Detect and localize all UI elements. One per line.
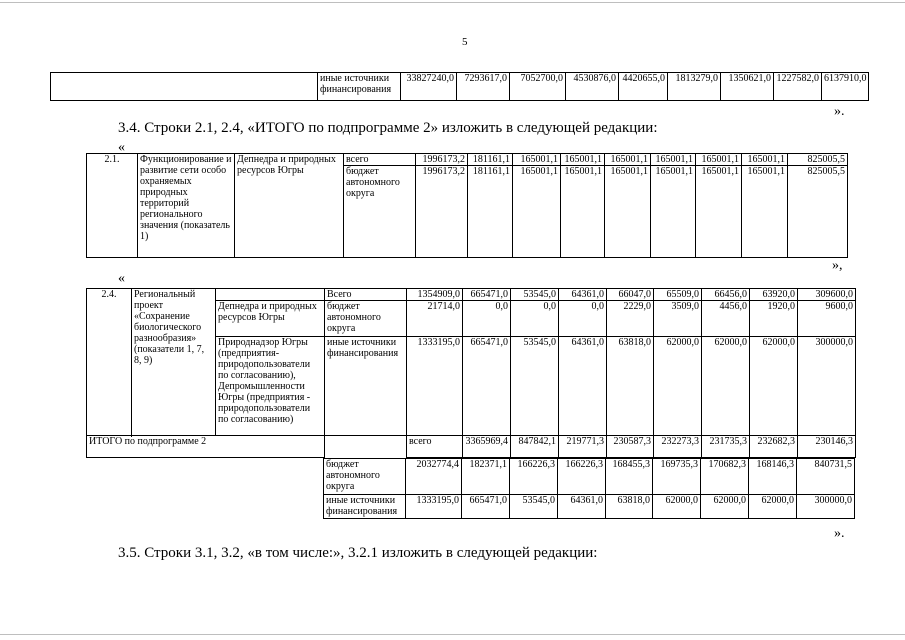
source-label: иные источники финансирования bbox=[325, 337, 407, 436]
value-cell: 62000,0 bbox=[701, 495, 749, 519]
opening-quote: « bbox=[118, 140, 125, 155]
value-cell: 168455,3 bbox=[606, 459, 653, 495]
value-cell: 1227582,0 bbox=[774, 73, 822, 101]
value-cell: 2229,0 bbox=[607, 301, 654, 337]
value-cell: 4530876,0 bbox=[566, 73, 619, 101]
paragraph-3-5: 3.5. Строки 3.1, 3.2, «в том числе:», 3.2.1 изложить в следующей редакции: bbox=[118, 545, 598, 561]
value-cell: 66456,0 bbox=[702, 289, 750, 301]
value-cell: 165001,1 bbox=[605, 166, 651, 258]
paragraph-3-4: 3.4. Строки 2.1, 2.4, «ИТОГО по подпрограмме 2» изложить в следующей редакции: bbox=[118, 120, 658, 136]
value-cell: 665471,0 bbox=[462, 495, 510, 519]
scan-edge-bottom bbox=[0, 634, 905, 635]
value-cell: 64361,0 bbox=[558, 495, 606, 519]
value-cell: 9600,0 bbox=[798, 301, 856, 337]
itogo-label: ИТОГО по подпрограмме 2 bbox=[87, 436, 325, 458]
value-cell: 0,0 bbox=[559, 301, 607, 337]
opening-quote: « bbox=[118, 271, 125, 286]
value-cell: 66047,0 bbox=[607, 289, 654, 301]
value-cell: 165001,1 bbox=[651, 166, 696, 258]
source-label: всего bbox=[344, 154, 416, 166]
value-cell: 169735,3 bbox=[653, 459, 701, 495]
source-label: иные источники финансирования bbox=[324, 495, 406, 519]
value-cell: 232273,3 bbox=[654, 436, 702, 458]
itogo-table bbox=[323, 458, 855, 519]
value-cell: 3365969,4 bbox=[463, 436, 511, 458]
value-cell: 230587,3 bbox=[607, 436, 654, 458]
value-cell: 53545,0 bbox=[510, 495, 558, 519]
top-table bbox=[50, 72, 869, 101]
value-cell: 165001,1 bbox=[696, 166, 742, 258]
value-cell: 232682,3 bbox=[750, 436, 798, 458]
value-cell: 165001,1 bbox=[561, 154, 605, 166]
measure-name: Региональный проект «Сохранение биологического разнообразия» (показатели 1, 7, 8, 9) bbox=[132, 289, 216, 436]
value-cell: 300000,0 bbox=[798, 337, 856, 436]
value-cell: 1920,0 bbox=[750, 301, 798, 337]
closing-quote: ». bbox=[834, 526, 845, 541]
scan-edge-top bbox=[0, 2, 905, 3]
value-cell: 0,0 bbox=[511, 301, 559, 337]
value-cell: 1813279,0 bbox=[668, 73, 721, 101]
row-number: 2.4. bbox=[87, 289, 132, 436]
value-cell: 166226,3 bbox=[510, 459, 558, 495]
value-cell: 33827240,0 bbox=[401, 73, 457, 101]
value-cell: 1354909,0 bbox=[407, 289, 463, 301]
value-cell: 165001,1 bbox=[605, 154, 651, 166]
value-cell: 168146,3 bbox=[749, 459, 797, 495]
executor: Депнедра и природных ресурсов Югры bbox=[216, 301, 325, 337]
source-label: бюджет автономного округа bbox=[325, 301, 407, 337]
page-number: 5 bbox=[462, 36, 468, 48]
value-cell: 300000,0 bbox=[797, 495, 855, 519]
value-cell: 7052700,0 bbox=[510, 73, 566, 101]
source-label: бюджет автономного округа bbox=[344, 166, 416, 258]
value-cell: 63818,0 bbox=[606, 495, 653, 519]
source-label: бюджет автономного округа bbox=[324, 459, 406, 495]
closing-quote: », bbox=[832, 258, 843, 273]
source-label: всего bbox=[407, 436, 463, 458]
value-cell: 7293617,0 bbox=[457, 73, 510, 101]
value-cell: 231735,3 bbox=[702, 436, 750, 458]
value-cell: 165001,1 bbox=[561, 166, 605, 258]
value-cell: 181161,1 bbox=[468, 166, 513, 258]
value-cell: 4456,0 bbox=[702, 301, 750, 337]
value-cell: 62000,0 bbox=[702, 337, 750, 436]
source-label: иные источники финансирования bbox=[318, 73, 401, 101]
value-cell: 840731,5 bbox=[797, 459, 855, 495]
value-cell: 4420655,0 bbox=[619, 73, 668, 101]
value-cell: 64361,0 bbox=[559, 337, 607, 436]
value-cell: 65509,0 bbox=[654, 289, 702, 301]
value-cell: 3509,0 bbox=[654, 301, 702, 337]
value-cell: 53545,0 bbox=[511, 337, 559, 436]
executor: Депнедра и природных ресурсов Югры bbox=[235, 154, 344, 258]
value-cell: 182371,1 bbox=[462, 459, 510, 495]
value-cell: 64361,0 bbox=[559, 289, 607, 301]
value-cell: 0,0 bbox=[463, 301, 511, 337]
value-cell: 21714,0 bbox=[407, 301, 463, 337]
value-cell: 825005,5 bbox=[788, 166, 848, 258]
value-cell: 63920,0 bbox=[750, 289, 798, 301]
value-cell: 63818,0 bbox=[607, 337, 654, 436]
empty-cell bbox=[216, 289, 325, 301]
value-cell: 170682,3 bbox=[701, 459, 749, 495]
source-label: Всего bbox=[325, 289, 407, 301]
value-cell: 165001,1 bbox=[513, 154, 561, 166]
value-cell: 166226,3 bbox=[558, 459, 606, 495]
table-row-2-1 bbox=[86, 153, 848, 258]
value-cell: 6137910,0 bbox=[822, 73, 869, 101]
value-cell: 847842,1 bbox=[511, 436, 559, 458]
value-cell: 230146,3 bbox=[798, 436, 856, 458]
value-cell: 62000,0 bbox=[750, 337, 798, 436]
row-number: 2.1. bbox=[87, 154, 138, 258]
empty-cell bbox=[51, 73, 318, 101]
value-cell: 62000,0 bbox=[653, 495, 701, 519]
measure-name: Функционирование и развитие сети особо охраняемых природных территорий регионального значения (показатель 1) bbox=[138, 154, 235, 258]
value-cell: 181161,1 bbox=[468, 154, 513, 166]
closing-quote: ». bbox=[834, 104, 845, 119]
executor: Природнадзор Югры (предприятия-природопользователи по согласованию), Депромышленности Югры (предприятия - природопользователи по согласованию) bbox=[216, 337, 325, 436]
value-cell: 53545,0 bbox=[511, 289, 559, 301]
value-cell: 165001,1 bbox=[651, 154, 696, 166]
value-cell: 1333195,0 bbox=[406, 495, 462, 519]
value-cell: 2032774,4 bbox=[406, 459, 462, 495]
value-cell: 165001,1 bbox=[742, 166, 788, 258]
value-cell: 665471,0 bbox=[463, 337, 511, 436]
value-cell: 309600,0 bbox=[798, 289, 856, 301]
value-cell: 62000,0 bbox=[654, 337, 702, 436]
value-cell: 219771,3 bbox=[559, 436, 607, 458]
value-cell: 62000,0 bbox=[749, 495, 797, 519]
value-cell: 665471,0 bbox=[463, 289, 511, 301]
value-cell: 1996173,2 bbox=[416, 154, 468, 166]
value-cell: 825005,5 bbox=[788, 154, 848, 166]
value-cell: 1996173,2 bbox=[416, 166, 468, 258]
value-cell: 165001,1 bbox=[696, 154, 742, 166]
value-cell: 165001,1 bbox=[742, 154, 788, 166]
value-cell: 165001,1 bbox=[513, 166, 561, 258]
table-row-2-4 bbox=[86, 288, 856, 458]
value-cell: 1350621,0 bbox=[721, 73, 774, 101]
empty-cell bbox=[325, 436, 407, 458]
value-cell: 1333195,0 bbox=[407, 337, 463, 436]
